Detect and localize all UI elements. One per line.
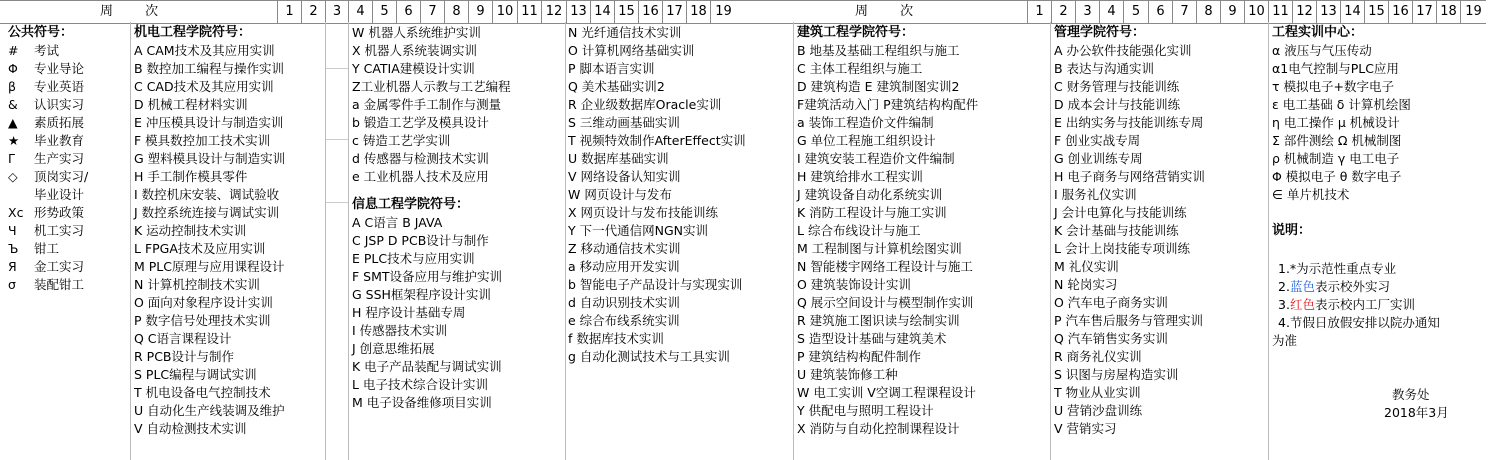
public-item bbox=[8, 168, 88, 186]
info-item: J 创意思维拓展 bbox=[352, 341, 435, 356]
mech2-item: W 机器人系统维护实训 bbox=[352, 25, 481, 40]
right-week-19: 19 bbox=[1460, 1, 1486, 23]
mgmt-item: H 电子商务与网络营销实训 bbox=[1054, 169, 1205, 184]
public-symbol: ◇ bbox=[8, 169, 18, 184]
right-week-7: 7 bbox=[1172, 1, 1196, 23]
left-week-11: 11 bbox=[517, 1, 541, 23]
mech2-item: a 金属零件手工制作与测量 bbox=[352, 97, 502, 112]
info2-item: a 移动应用开发实训 bbox=[568, 259, 680, 274]
left-week-10: 10 bbox=[492, 1, 517, 23]
left-week-9: 9 bbox=[468, 1, 492, 23]
right-week-18: 18 bbox=[1436, 1, 1460, 23]
public-label: 机工实习 bbox=[34, 223, 85, 238]
mgmt-item: U 营销沙盘训练 bbox=[1054, 403, 1143, 418]
center-item: α 液压与气压传动 bbox=[1272, 43, 1372, 58]
info2-item: b 智能电子产品设计与实现实训 bbox=[568, 277, 743, 292]
mech-item: D 机械工程材料实训 bbox=[134, 97, 248, 112]
center-item: α1电气控制与PLC应用 bbox=[1272, 61, 1399, 76]
note-3-prefix: 3. bbox=[1278, 297, 1290, 312]
arch-item: F建筑活动入门 P建筑结构构配件 bbox=[797, 97, 979, 112]
note-2 bbox=[1278, 278, 1390, 296]
mgmt-title: 管理学院符号： bbox=[1054, 25, 1146, 40]
info2-item: P 脚本语言实训 bbox=[568, 61, 655, 76]
mech-item: N 计算机控制技术实训 bbox=[134, 277, 260, 292]
public-label: 认识实习 bbox=[34, 97, 85, 112]
info2-item: R 企业级数据库Oracle实训 bbox=[568, 97, 722, 112]
info-item: C JSP D PCB设计与制作 bbox=[352, 233, 489, 248]
arch-item: P 建筑结构构配件制作 bbox=[797, 349, 922, 364]
center-title: 工程实训中心： bbox=[1272, 25, 1364, 40]
public-symbol: σ bbox=[8, 277, 16, 292]
info2-item: X 网页设计与发布技能训练 bbox=[568, 205, 719, 220]
info2-item: O 计算机网络基础实训 bbox=[568, 43, 695, 58]
info-item: M 电子设备维修项目实训 bbox=[352, 395, 492, 410]
mgmt-item: C 财务管理与技能训练 bbox=[1054, 79, 1180, 94]
arch-item: J 建筑设备自动化系统实训 bbox=[797, 187, 943, 202]
arch-item: L 综合布线设计与施工 bbox=[797, 223, 921, 238]
mgmt-item: S 识图与房屋构造实训 bbox=[1054, 367, 1179, 382]
note-2-blue: 蓝色 bbox=[1289, 279, 1315, 294]
public-symbol: β bbox=[8, 79, 16, 94]
mech-item: F 模具数控加工技术实训 bbox=[134, 133, 271, 148]
center-item: η 电工操作 μ 机械设计 bbox=[1272, 115, 1400, 130]
week-label-right: 周 次 bbox=[855, 4, 928, 19]
info-item: A C语言 B JAVA bbox=[352, 215, 443, 230]
mech2-item: Y CATIA建模设计实训 bbox=[352, 61, 475, 76]
public-item bbox=[8, 78, 88, 96]
public-symbol: Xc bbox=[8, 205, 24, 220]
right-week-9: 9 bbox=[1220, 1, 1244, 23]
mech-item: G 塑料模具设计与制造实训 bbox=[134, 151, 286, 166]
right-week-4: 4 bbox=[1099, 1, 1123, 23]
note-4b: 为准 bbox=[1272, 333, 1298, 348]
mech-item: U 自动化生产线装调及维护 bbox=[134, 403, 285, 418]
mech-item: C CAD技术及其应用实训 bbox=[134, 79, 274, 94]
right-week-1: 1 bbox=[1027, 1, 1051, 23]
arch-item: I 建筑安装工程造价文件编制 bbox=[797, 151, 955, 166]
info2-item: f 数据库技术实训 bbox=[568, 331, 664, 346]
info-item: H 程序设计基础专周 bbox=[352, 305, 466, 320]
center-item: τ 模拟电子+数字电子 bbox=[1272, 79, 1394, 94]
issue-date: 2018年3月 bbox=[1384, 405, 1449, 420]
public-symbols bbox=[8, 24, 88, 294]
mech-item: J 数控系统连接与调试实训 bbox=[134, 205, 280, 220]
note-4a: 4.节假日放假安排以院办通知 bbox=[1278, 315, 1440, 330]
arch-item: R 建筑施工图识读与绘制实训 bbox=[797, 313, 960, 328]
left-week-4: 4 bbox=[348, 1, 372, 23]
center-item: Σ 部件测绘 Ω 机械制图 bbox=[1272, 133, 1402, 148]
public-symbol: Φ bbox=[8, 61, 18, 76]
mech-info-symbols bbox=[352, 24, 511, 412]
info2-item: V 网络设备认知实训 bbox=[568, 169, 681, 184]
info2-item: g 自动化测试技术与工具实训 bbox=[568, 349, 730, 364]
mgmt-item: L 会计上岗技能专项训练 bbox=[1054, 241, 1190, 256]
right-week-13: 13 bbox=[1316, 1, 1340, 23]
public-item bbox=[8, 186, 88, 204]
mech-item: E 冲压模具设计与制造实训 bbox=[134, 115, 284, 130]
arch-item: G 单位工程施工组织设计 bbox=[797, 133, 936, 148]
mech2-item: c 铸造工艺学实训 bbox=[352, 133, 451, 148]
arch-item: M 工程制图与计算机绘图实训 bbox=[797, 241, 962, 256]
public-symbol: & bbox=[8, 97, 18, 112]
right-week-2: 2 bbox=[1051, 1, 1075, 23]
note-2-suffix: 表示校外实习 bbox=[1314, 279, 1390, 294]
left-week-3: 3 bbox=[325, 1, 348, 23]
mgmt-item: R 商务礼仪实训 bbox=[1054, 349, 1142, 364]
public-symbol: Ъ bbox=[8, 241, 19, 256]
public-label: 考试 bbox=[34, 43, 60, 58]
public-item bbox=[8, 42, 88, 60]
arch-item: S 造型设计基础与建筑美术 bbox=[797, 331, 947, 346]
info-item: K 电子产品装配与调试实训 bbox=[352, 359, 502, 374]
mgmt-item: K 会计基础与技能训练 bbox=[1054, 223, 1179, 238]
left-week-7: 7 bbox=[420, 1, 444, 23]
left-week-13: 13 bbox=[566, 1, 590, 23]
notes-title: 说明： bbox=[1272, 223, 1312, 238]
public-label: 形势政策 bbox=[34, 205, 85, 220]
arch-item: D 建筑构造 E 建筑制图实训2 bbox=[797, 79, 960, 94]
info2-symbols bbox=[568, 24, 746, 366]
public-symbol: Ч bbox=[8, 223, 17, 238]
mech-item: M PLC原理与应用课程设计 bbox=[134, 259, 285, 274]
mgmt-item: E 出纳实务与技能训练专周 bbox=[1054, 115, 1204, 130]
public-item bbox=[8, 276, 88, 294]
mgmt-item: B 表达与沟通实训 bbox=[1054, 61, 1155, 76]
arch-item: N 智能楼宇网络工程设计与施工 bbox=[797, 259, 973, 274]
right-week-5: 5 bbox=[1123, 1, 1148, 23]
note-3 bbox=[1278, 296, 1415, 314]
public-item bbox=[8, 240, 88, 258]
arch-item: Q 展示空间设计与模型制作实训 bbox=[797, 295, 974, 310]
mgmt-item: V 营销实习 bbox=[1054, 421, 1117, 436]
info2-item: d 自动识别技术实训 bbox=[568, 295, 680, 310]
left-week-2: 2 bbox=[301, 1, 325, 23]
public-item bbox=[8, 60, 88, 78]
mgmt-item: O 汽车电子商务实训 bbox=[1054, 295, 1168, 310]
left-week-19: 19 bbox=[710, 1, 736, 23]
right-week-14: 14 bbox=[1340, 1, 1364, 23]
mgmt-item: D 成本会计与技能训练 bbox=[1054, 97, 1181, 112]
office-name: 教务处 bbox=[1392, 387, 1430, 402]
mech-item: R PCB设计与制作 bbox=[134, 349, 235, 364]
mech-item: O 面向对象程序设计实训 bbox=[134, 295, 273, 310]
right-week-16: 16 bbox=[1388, 1, 1412, 23]
info2-item: W 网页设计与发布 bbox=[568, 187, 672, 202]
arch-item: W 电工实训 V空调工程课程设计 bbox=[797, 385, 976, 400]
mgmt-item: N 轮岗实习 bbox=[1054, 277, 1118, 292]
info-item: G SSH框架程序设计实训 bbox=[352, 287, 491, 302]
info-item: L 电子技术综合设计实训 bbox=[352, 377, 488, 392]
public-symbol: Я bbox=[8, 259, 17, 274]
public-item bbox=[8, 96, 88, 114]
info2-item: T 视频特效制作AfterEffect实训 bbox=[568, 133, 746, 148]
mech-item: B 数控加工编程与操作实训 bbox=[134, 61, 285, 76]
mgmt-item: M 礼仪实训 bbox=[1054, 259, 1119, 274]
info2-item: S 三维动画基础实训 bbox=[568, 115, 680, 130]
arch-item: K 消防工程设计与施工实训 bbox=[797, 205, 947, 220]
mgmt-item: I 服务礼仪实训 bbox=[1054, 187, 1137, 202]
left-week-1: 1 bbox=[277, 1, 301, 23]
mgmt-symbols bbox=[1054, 24, 1205, 438]
right-week-11: 11 bbox=[1268, 1, 1292, 23]
public-title: 公共符号： bbox=[8, 25, 74, 40]
left-week-17: 17 bbox=[662, 1, 686, 23]
public-label: 顶岗实习/ bbox=[34, 169, 89, 184]
note-2-prefix: 2. bbox=[1278, 279, 1290, 294]
mech2-item: e 工业机器人技术及应用 bbox=[352, 169, 489, 184]
mech2-item: b 锻造工艺学及模具设计 bbox=[352, 115, 489, 130]
mgmt-item: Q 汽车销售实务实训 bbox=[1054, 331, 1168, 346]
left-week-14: 14 bbox=[590, 1, 614, 23]
public-item bbox=[8, 150, 88, 168]
public-label: 专业导论 bbox=[34, 61, 85, 76]
week-label-left: 周 次 bbox=[100, 4, 173, 19]
mgmt-item: F 创业实战专周 bbox=[1054, 133, 1141, 148]
week-header bbox=[0, 0, 1486, 24]
mech2-item: X 机器人系统装调实训 bbox=[352, 43, 478, 58]
mgmt-item: P 汽车售后服务与管理实训 bbox=[1054, 313, 1204, 328]
info2-item: Z 移动通信技术实训 bbox=[568, 241, 681, 256]
mech-item: P 数字信号处理技术实训 bbox=[134, 313, 271, 328]
arch-item: H 建筑给排水工程实训 bbox=[797, 169, 923, 184]
note-3-suffix: 表示校内工厂实训 bbox=[1314, 297, 1415, 312]
mgmt-item: A 办公软件技能强化实训 bbox=[1054, 43, 1192, 58]
right-week-12: 12 bbox=[1292, 1, 1316, 23]
right-week-15: 15 bbox=[1364, 1, 1388, 23]
mech-item: Q C语言课程设计 bbox=[134, 331, 232, 346]
left-week-12: 12 bbox=[541, 1, 566, 23]
center-item: ε 电工基础 δ 计算机绘图 bbox=[1272, 97, 1411, 112]
public-item bbox=[8, 258, 88, 276]
public-symbol: # bbox=[8, 43, 19, 58]
right-week-6: 6 bbox=[1148, 1, 1172, 23]
mech-item: V 自动检测技术实训 bbox=[134, 421, 247, 436]
mech-symbols bbox=[134, 24, 285, 438]
public-item bbox=[8, 114, 88, 132]
mech2-item: d 传感器与检测技术实训 bbox=[352, 151, 489, 166]
left-week-18: 18 bbox=[686, 1, 710, 23]
mech-title: 机电工程学院符号： bbox=[134, 25, 252, 40]
arch-item: Y 供配电与照明工程设计 bbox=[797, 403, 934, 418]
right-week-8: 8 bbox=[1196, 1, 1220, 23]
public-label: 专业英语 bbox=[34, 79, 85, 94]
info2-item: U 数据库基础实训 bbox=[568, 151, 669, 166]
arch-item: O 建筑装饰设计实训 bbox=[797, 277, 911, 292]
public-item bbox=[8, 204, 88, 222]
right-week-10: 10 bbox=[1244, 1, 1268, 23]
note-1: 1.*为示范性重点专业 bbox=[1278, 261, 1397, 276]
arch-symbols bbox=[797, 24, 978, 438]
public-label: 素质拓展 bbox=[34, 115, 85, 130]
mech-item: L FPGA技术及应用实训 bbox=[134, 241, 266, 256]
arch-item: U 建筑装饰修工种 bbox=[797, 367, 898, 382]
left-week-15: 15 bbox=[614, 1, 638, 23]
left-week-6: 6 bbox=[396, 1, 420, 23]
public-symbol: ★ bbox=[8, 133, 20, 148]
info2-item: Q 美术基础实训2 bbox=[568, 79, 665, 94]
arch-item: C 主体工程组织与施工 bbox=[797, 61, 923, 76]
public-label: 装配钳工 bbox=[34, 277, 85, 292]
public-symbol: ▲ bbox=[8, 115, 18, 130]
left-week-8: 8 bbox=[444, 1, 468, 23]
mech-item: I 数控机床安装、调试验收 bbox=[134, 187, 280, 202]
public-symbol: Γ bbox=[8, 151, 15, 166]
info-title: 信息工程学院符号： bbox=[352, 197, 470, 212]
mgmt-item: J 会计电算化与技能训练 bbox=[1054, 205, 1187, 220]
mech-item: T 机电设备电气控制技术 bbox=[134, 385, 271, 400]
public-label: 生产实习 bbox=[34, 151, 85, 166]
left-week-5: 5 bbox=[372, 1, 396, 23]
arch-item: X 消防与自动化控制课程设计 bbox=[797, 421, 960, 436]
public-item bbox=[8, 132, 88, 150]
public-label: 金工实习 bbox=[34, 259, 85, 274]
public-label: 钳工 bbox=[34, 241, 60, 256]
center-item: ∈ 单片机技术 bbox=[1272, 187, 1350, 202]
public-label: 毕业教育 bbox=[34, 133, 85, 148]
arch-item: a 装饰工程造价文件编制 bbox=[797, 115, 934, 130]
arch-title: 建筑工程学院符号： bbox=[797, 25, 915, 40]
mech-item: S PLC编程与调试实训 bbox=[134, 367, 257, 382]
arch-item: B 地基及基础工程组织与施工 bbox=[797, 43, 960, 58]
right-week-17: 17 bbox=[1412, 1, 1436, 23]
public-item bbox=[8, 222, 88, 240]
center-symbols bbox=[1272, 24, 1411, 204]
info2-item: Y 下一代通信网NGN实训 bbox=[568, 223, 708, 238]
info2-item: e 综合布线系统实训 bbox=[568, 313, 680, 328]
mech-item: K 运动控制技术实训 bbox=[134, 223, 247, 238]
mgmt-item: G 创业训练专周 bbox=[1054, 151, 1143, 166]
mech-item: A CAM技术及其应用实训 bbox=[134, 43, 275, 58]
mech2-item: Z工业机器人示教与工艺编程 bbox=[352, 79, 511, 94]
info-item: I 传感器技术实训 bbox=[352, 323, 448, 338]
center-item: ρ 机械制造 γ 电工电子 bbox=[1272, 151, 1400, 166]
info2-item: N 光纤通信技术实训 bbox=[568, 25, 682, 40]
mech-item: H 手工制作模具零件 bbox=[134, 169, 248, 184]
public-label: 毕业设计 bbox=[34, 187, 85, 202]
mgmt-item: T 物业从业实训 bbox=[1054, 385, 1141, 400]
center-item: Φ 模拟电子 θ 数字电子 bbox=[1272, 169, 1402, 184]
info-item: E PLC技术与应用实训 bbox=[352, 251, 475, 266]
right-week-3: 3 bbox=[1075, 1, 1099, 23]
note-3-red: 红色 bbox=[1289, 297, 1315, 312]
info-item: F SMT设备应用与维护实训 bbox=[352, 269, 503, 284]
left-week-16: 16 bbox=[638, 1, 662, 23]
